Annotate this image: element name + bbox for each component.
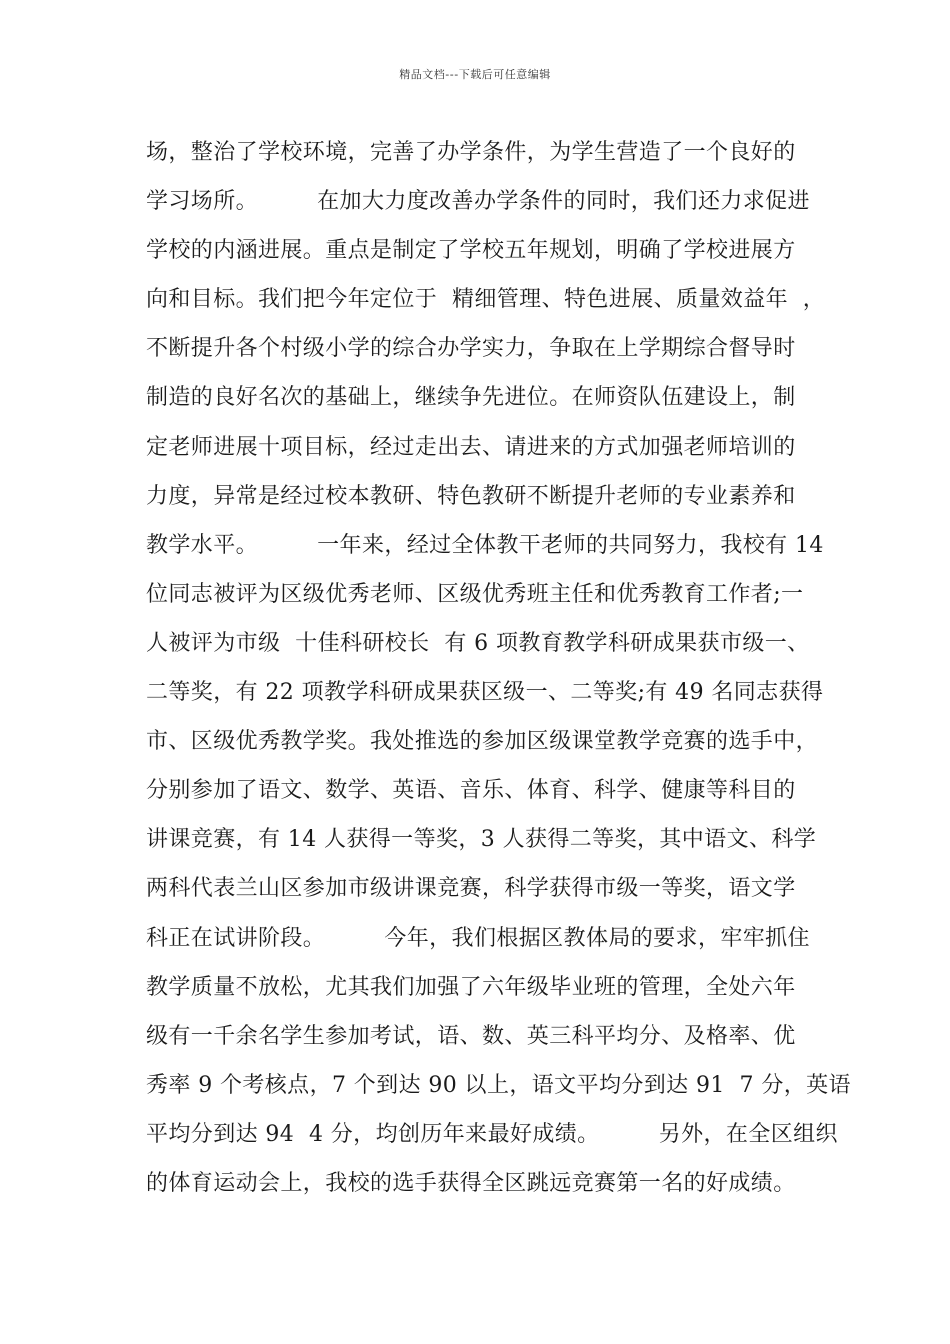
text-line: 级有一千余名学生参加考试，语、数、英三科平均分、及格率、优 <box>146 1023 796 1049</box>
text-line: 制造的良好名次的基础上，继续争先进位。在师资队伍建设上，制 <box>146 385 796 411</box>
text-line: 人被评为市级 十佳科研校长 有 6 项教育教学科研成果获市级一、 <box>146 630 810 656</box>
text-line: 不断提升各个村级小学的综合办学实力，争取在上学期综合督导时 <box>146 336 796 362</box>
text-line: 学校的内涵进展。重点是制定了学校五年规划，明确了学校进展方 <box>146 238 796 264</box>
text-line: 教学水平。 一年来，经过全体教干老师的共同努力，我校有 14 <box>146 532 824 558</box>
text-line: 平均分到达 94 4 分，均创历年来最好成绩。 另外，在全区组织 <box>146 1121 838 1147</box>
text-line: 二等奖，有 22 项教学科研成果获区级一、二等奖;有 49 名同志获得 <box>146 680 824 706</box>
page-header: 精品文档---下载后可任意编辑 <box>399 68 551 81</box>
text-line: 分别参加了语文、数学、英语、音乐、体育、科学、健康等科目的 <box>146 778 796 804</box>
text-line: 向和目标。我们把今年定位于 精细管理、特色进展、质量效益年 ， <box>146 287 826 313</box>
text-line: 的体育运动会上，我校的选手获得全区跳远竞赛第一名的好成绩。 <box>146 1170 796 1196</box>
text-line: 场，整治了学校环境，完善了办学条件，为学生营造了一个良好的 <box>146 140 796 165</box>
text-line: 讲课竞赛，有 14 人获得一等奖，3 人获得二等奖，其中语文、科学 <box>146 827 817 853</box>
text-line: 秀率 9 个考核点，7 个到达 90 以上，语文平均分到达 91 7 分，英语 <box>146 1072 851 1098</box>
text-line: 学习场所。 在加大力度改善办学条件的同时，我们还力求促进 <box>146 189 810 215</box>
document-body <box>146 128 851 1208</box>
text-line: 教学质量不放松，尤其我们加强了六年级毕业班的管理，全处六年 <box>146 974 796 1000</box>
text-line: 力度，异常是经过校本教研、特色教研不断提升老师的专业素养和 <box>146 483 796 509</box>
text-line: 市、区级优秀教学奖。我处推选的参加区级课堂教学竞赛的选手中， <box>146 729 819 755</box>
text-line: 位同志被评为区级优秀老师、区级优秀班主任和优秀教育工作者;一 <box>146 581 804 607</box>
text-line: 定老师进展十项目标，经过走出去、请进来的方式加强老师培训的 <box>146 434 796 460</box>
text-line: 两科代表兰山区参加市级讲课竞赛，科学获得市级一等奖，语文学 <box>146 876 796 902</box>
text-line: 科正在试讲阶段。 今年，我们根据区教体局的要求，牢牢抓住 <box>146 925 810 951</box>
